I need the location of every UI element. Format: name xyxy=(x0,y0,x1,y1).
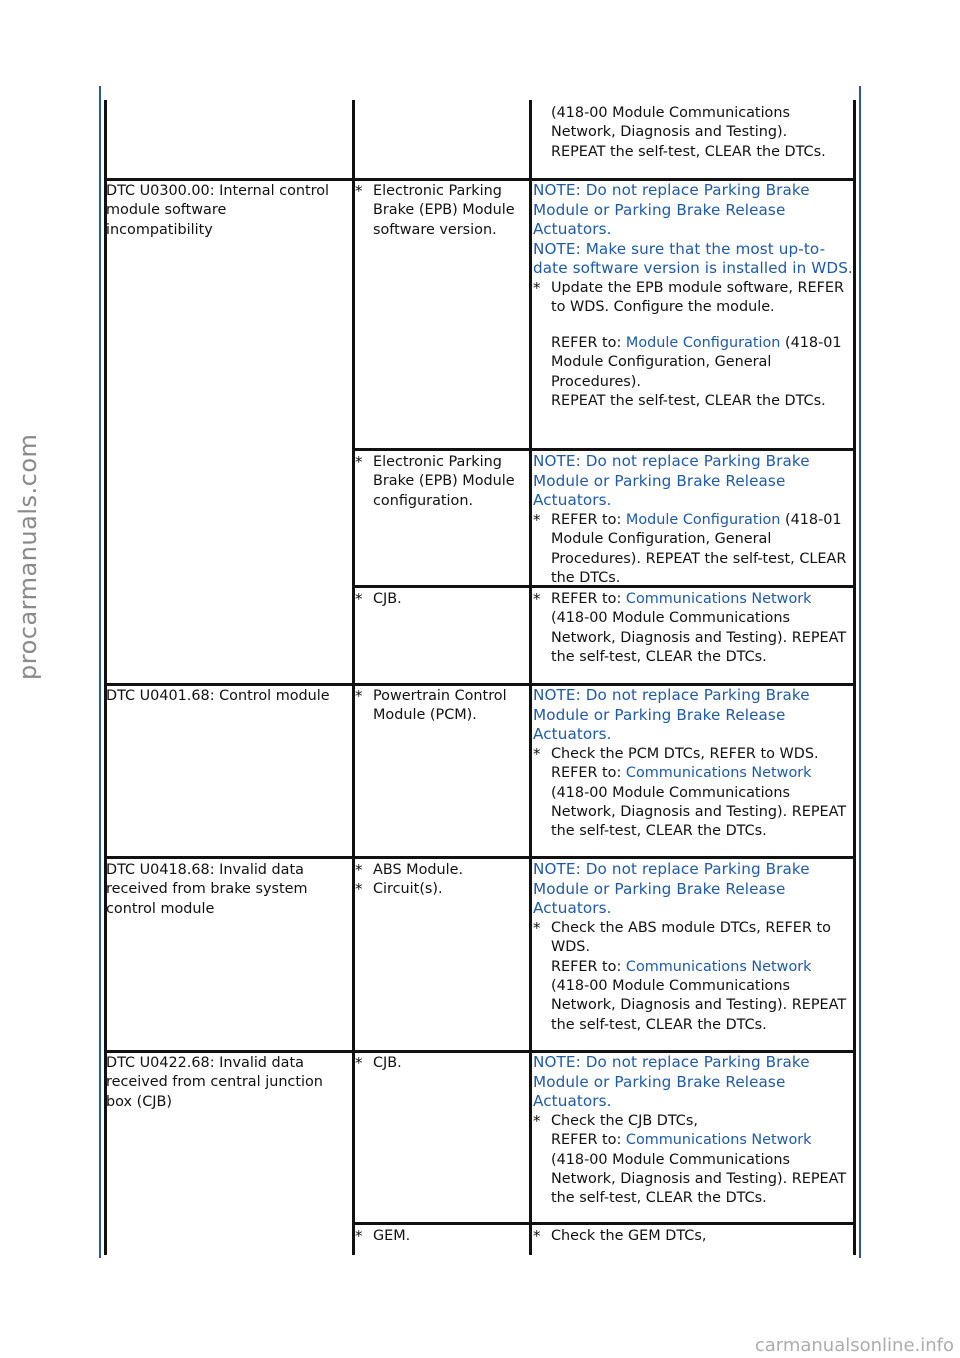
bullet-star: * xyxy=(533,1111,541,1130)
bullet-star: * xyxy=(355,590,363,608)
cause-cell xyxy=(355,687,530,726)
bullet-star: * xyxy=(355,1227,363,1245)
dtc-code-text: DTC U0422.68: Invalid data received from central junction box (CJB) xyxy=(106,1055,323,1110)
table-right-border xyxy=(853,100,856,1255)
bullet-star: * xyxy=(355,453,363,471)
column-divider-2 xyxy=(529,100,532,1255)
step-text: Check the GEM DTCs, xyxy=(551,1228,707,1244)
dtc-code-text: DTC U0401.68: Control module xyxy=(106,688,330,704)
refer-suffix: (418-01 Module Configuration, General Procedures). REPEAT the self-test, CLEAR the DTCs. xyxy=(551,511,847,586)
refer-label: REFER to: xyxy=(551,511,622,528)
refer-label: REFER to: xyxy=(551,334,622,351)
module-configuration-link[interactable]: Module Configuration xyxy=(625,334,781,351)
cause-text: GEM. xyxy=(373,1228,411,1244)
cause-cell xyxy=(355,1054,530,1073)
bullet-star: * xyxy=(533,590,541,608)
action-text: (418-00 Module Communications Network, Diagnosis and Testing). REPEAT the self-test, CLEAR the DTCs. xyxy=(551,105,826,160)
left-page-rail xyxy=(99,86,101,1258)
action-cell xyxy=(533,452,853,588)
step-text: Check the CJB DTCs, xyxy=(551,1112,698,1129)
cause-text: Powertrain Control Module (PCM). xyxy=(373,688,507,724)
action-cell xyxy=(533,1053,853,1209)
note-text: NOTE: Do not replace Parking Brake Module or Parking Brake Release Actuators. xyxy=(533,452,810,510)
communications-network-link[interactable]: Communications Network xyxy=(625,1132,812,1149)
right-page-rail xyxy=(859,86,861,1258)
bullet-star: * xyxy=(355,1054,363,1072)
action-cell xyxy=(533,860,853,1035)
cause-cell xyxy=(355,590,530,609)
cause-cell xyxy=(355,1227,530,1246)
dtc-cell xyxy=(106,861,336,919)
dtc-cell xyxy=(106,687,354,706)
bottom-watermark: carmanualsonline.info xyxy=(754,1335,954,1356)
note-text: NOTE: Do not replace Parking Brake Module or Parking Brake Release Actuators. xyxy=(533,181,810,239)
refer-suffix: (418-00 Module Communications Network, Diagnosis and Testing). REPEAT the self-test, CLEAR the DTCs. xyxy=(551,784,847,840)
bullet-star: * xyxy=(533,744,541,763)
action-cell xyxy=(533,590,853,668)
step-text: Check the PCM DTCs, REFER to WDS. xyxy=(551,745,819,762)
bullet-star: * xyxy=(355,880,363,899)
communications-network-link[interactable]: Communications Network xyxy=(625,765,812,782)
action-cell xyxy=(533,686,853,842)
note-text: NOTE: Make sure that the most up-to-date software version is installed in WDS. xyxy=(533,239,853,278)
cause-cell xyxy=(355,861,530,900)
refer-label: REFER to: xyxy=(551,958,622,975)
dtc-code-text: DTC U0300.00: Internal control module software incompatibility xyxy=(106,183,330,238)
dtc-cell xyxy=(106,1054,346,1112)
cause-text: Electronic Parking Brake (EPB) Module configuration. xyxy=(373,454,515,509)
cause-text: CJB. xyxy=(373,1055,402,1071)
action-cell xyxy=(551,104,833,162)
bullet-star: * xyxy=(355,182,363,200)
subrow-divider xyxy=(352,448,856,451)
communications-network-link[interactable]: Communications Network xyxy=(625,591,812,607)
action-cell xyxy=(533,181,853,411)
bullet-star: * xyxy=(355,861,363,879)
note-text: NOTE: Do not replace Parking Brake Module or Parking Brake Release Actuators. xyxy=(533,860,810,918)
cause-text: Circuit(s). xyxy=(373,881,443,898)
refer-label: REFER to: xyxy=(551,765,622,782)
cause-text: ABS Module. xyxy=(373,862,464,878)
cause-text: Electronic Parking Brake (EPB) Module software version. xyxy=(373,183,515,238)
refer-label: REFER to: xyxy=(551,1132,622,1149)
communications-network-link[interactable]: Communications Network xyxy=(625,958,812,975)
dtc-table xyxy=(104,100,856,1255)
side-watermark: procarmanuals.com xyxy=(14,433,42,680)
cause-text: CJB. xyxy=(373,591,402,607)
dtc-cell xyxy=(106,182,336,240)
refer-suffix: (418-00 Module Communications Network, Diagnosis and Testing). REPEAT the self-test, CLEAR the DTCs. xyxy=(551,978,847,1033)
dtc-code-text: DTC U0418.68: Invalid data received from brake system control module xyxy=(106,862,308,917)
note-text: NOTE: Do not replace Parking Brake Module or Parking Brake Release Actuators. xyxy=(533,1053,810,1111)
bullet-star: * xyxy=(355,687,363,705)
column-divider-1 xyxy=(352,100,355,1255)
note-text: NOTE: Do not replace Parking Brake Module or Parking Brake Release Actuators. xyxy=(533,686,810,744)
bullet-star: * xyxy=(533,1227,541,1245)
cause-cell xyxy=(355,182,530,240)
refer-label: REFER to: xyxy=(551,591,622,607)
refer-suffix: (418-00 Module Communications Network, Diagnosis and Testing). REPEAT the self-test, CLEAR the DTCs. xyxy=(551,1151,847,1207)
bullet-star: * xyxy=(533,918,541,937)
refer-suffix: (418-00 Module Communications Network, Diagnosis and Testing). REPEAT the self-test, CLEAR the DTCs. xyxy=(551,610,847,666)
step-text: Check the ABS module DTCs, REFER to WDS. xyxy=(551,919,831,956)
cause-cell xyxy=(355,453,530,511)
step-text: Update the EPB module software, REFER to WDS. Configure the module. xyxy=(551,279,845,316)
bullet-star: * xyxy=(533,510,541,529)
row-divider xyxy=(104,856,856,859)
module-configuration-link[interactable]: Module Configuration xyxy=(625,511,781,528)
action-cell xyxy=(533,1227,853,1246)
subrow-divider xyxy=(352,1222,856,1225)
refer-suffix: (418-01 Module Configuration, General Procedures). xyxy=(551,334,842,390)
repeat-text: REPEAT the self-test, CLEAR the DTCs. xyxy=(551,393,826,409)
bullet-star: * xyxy=(533,278,541,297)
